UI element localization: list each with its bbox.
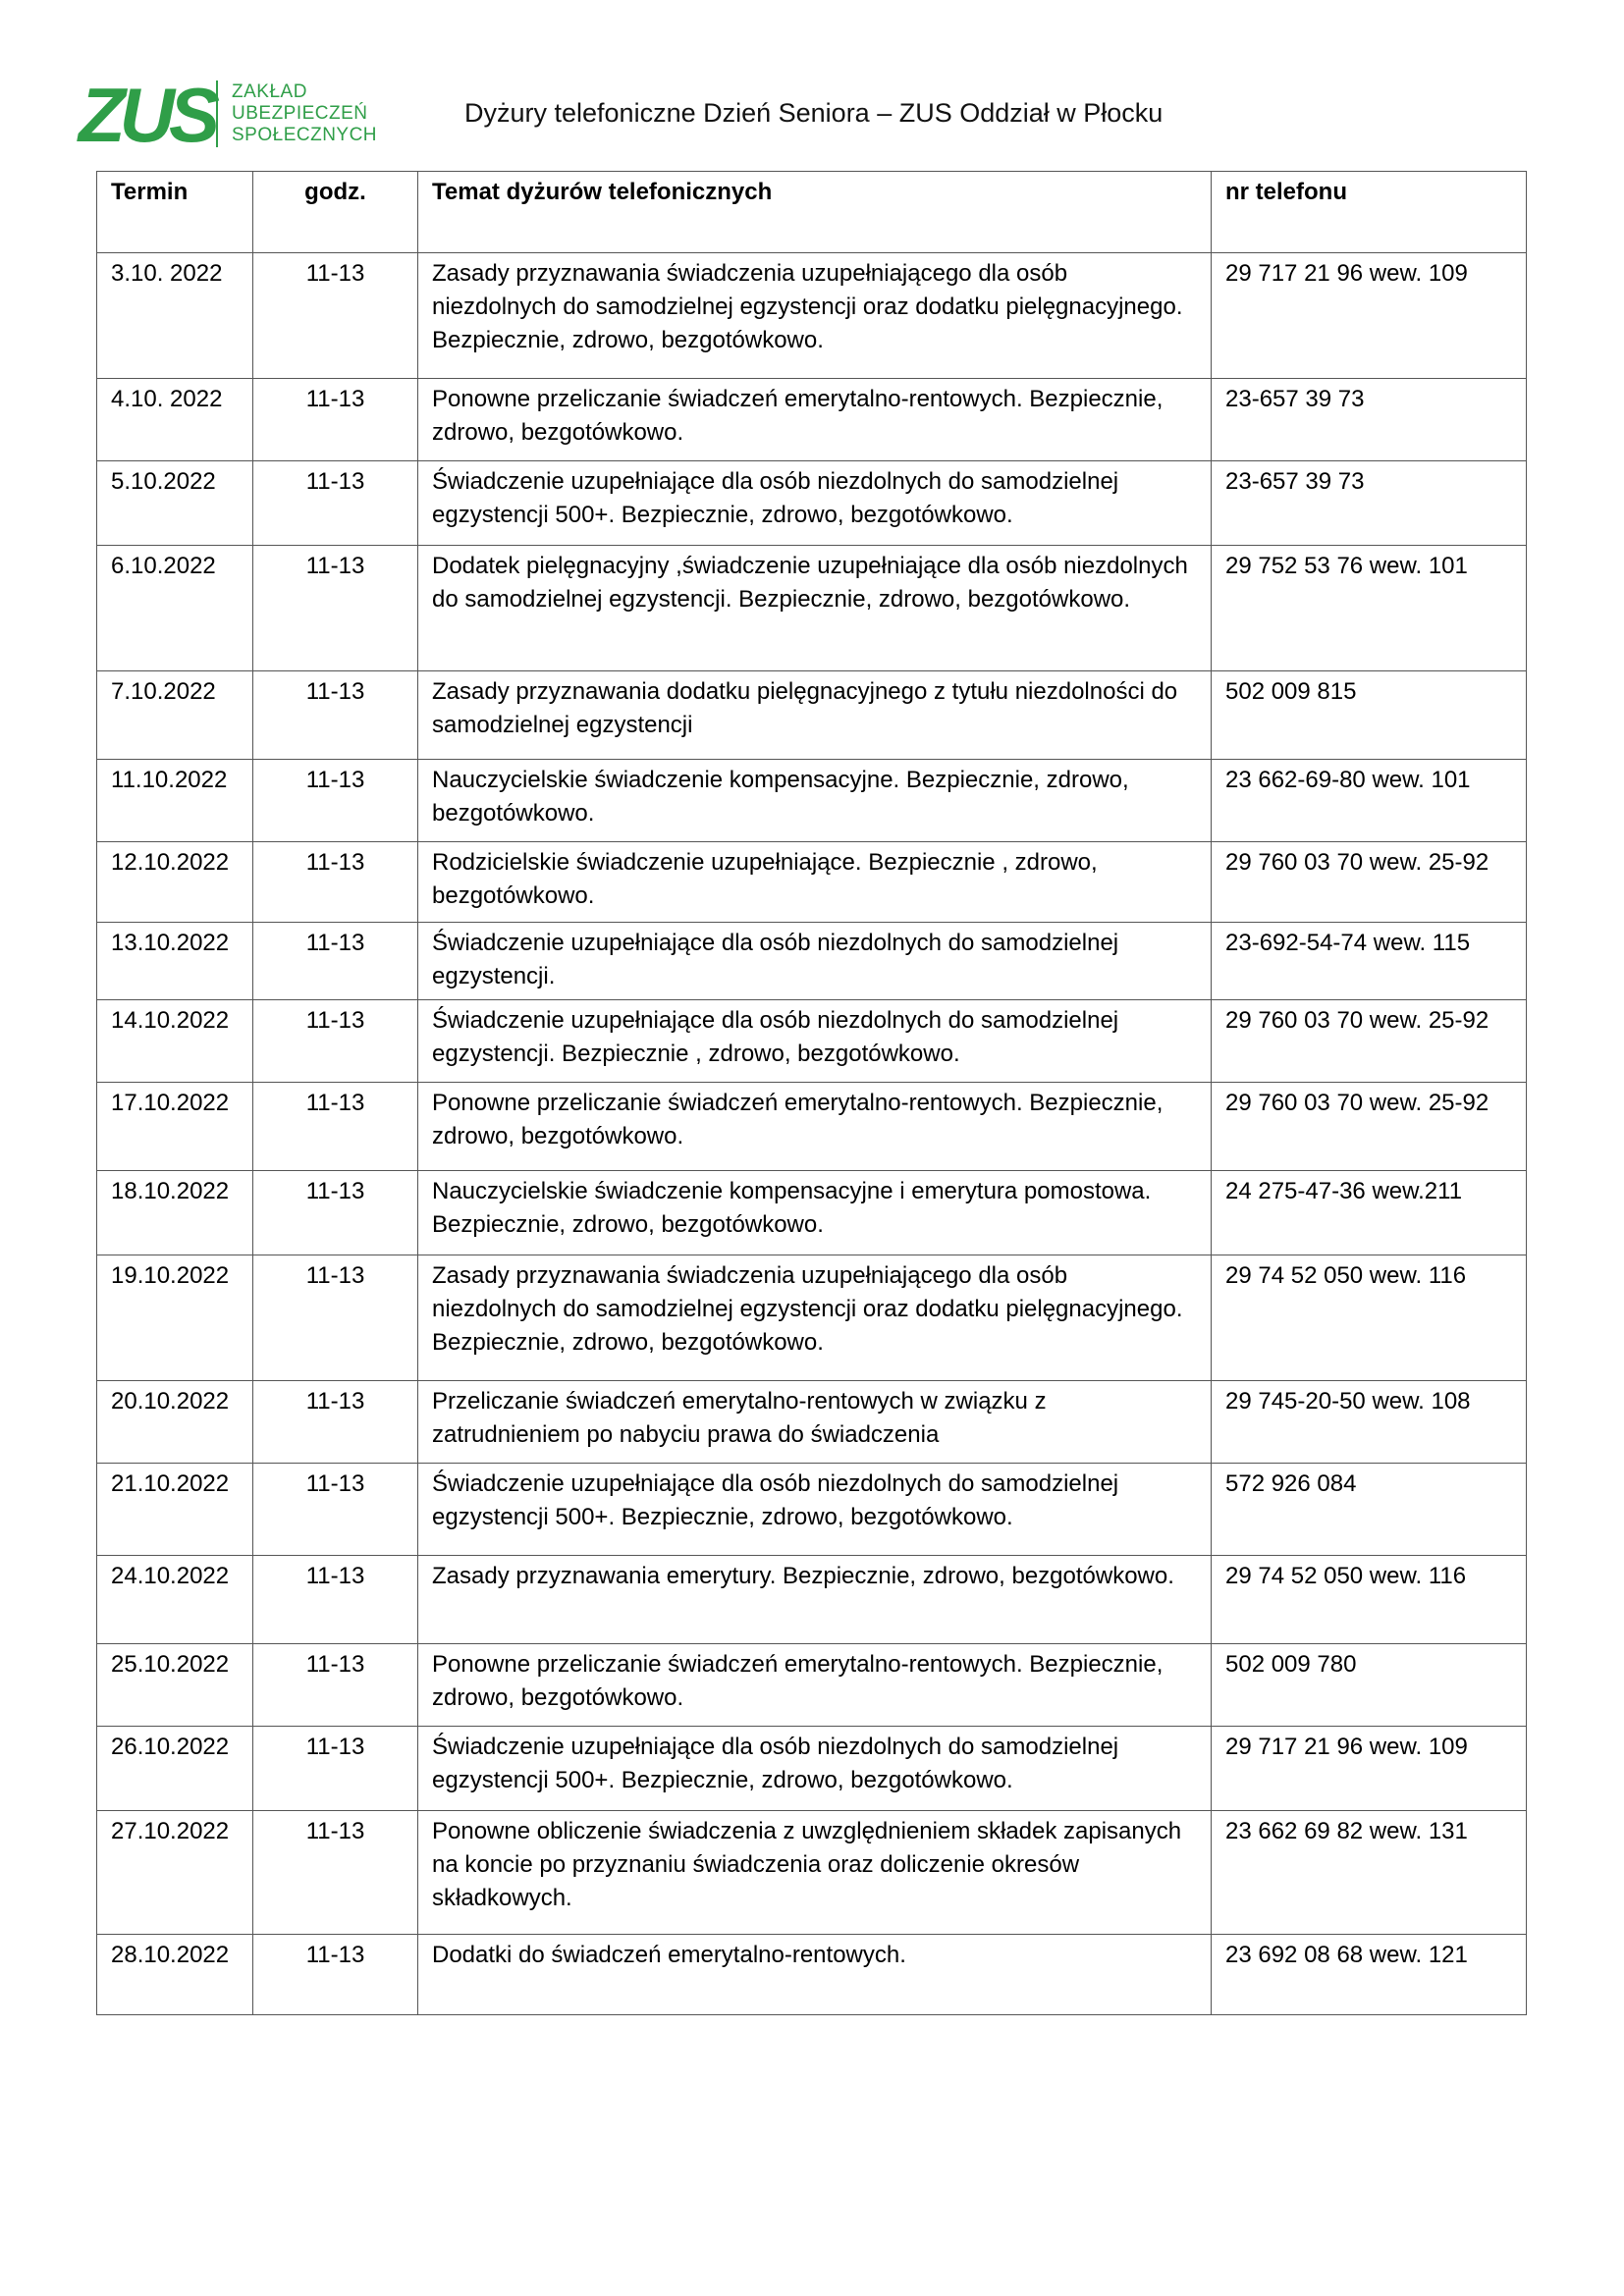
cell-phone: 23 662 69 82 wew. 131 [1212,1811,1527,1935]
cell-phone: 29 752 53 76 wew. 101 [1212,546,1527,671]
cell-phone: 23-692-54-74 wew. 115 [1212,923,1527,1000]
cell-date: 14.10.2022 [97,1000,253,1083]
cell-date: 24.10.2022 [97,1556,253,1644]
cell-hours: 11-13 [253,1556,418,1644]
cell-topic: Ponowne przeliczanie świadczeń emerytalno-rentowych. Bezpiecznie, zdrowo, bezgotówkowo. [418,1083,1212,1171]
table-row [97,760,1527,842]
table-row [97,1381,1527,1464]
table-row [97,923,1527,1000]
table-row [97,1171,1527,1255]
cell-phone: 502 009 780 [1212,1644,1527,1727]
table-row [97,1727,1527,1811]
header-hours: godz. [253,172,418,253]
cell-date: 17.10.2022 [97,1083,253,1171]
zus-logo-lettering: ZUS [79,72,214,158]
cell-date: 4.10. 2022 [97,379,253,461]
cell-hours: 11-13 [253,1811,418,1935]
table-row [97,1644,1527,1727]
table-row [97,546,1527,671]
logo-line-3: SPOŁECZNYCH [232,125,378,145]
cell-hours: 11-13 [253,1255,418,1381]
cell-hours: 11-13 [253,1381,418,1464]
cell-hours: 11-13 [253,923,418,1000]
cell-date: 13.10.2022 [97,923,253,1000]
table-row [97,671,1527,760]
table-row [97,842,1527,923]
cell-phone: 29 74 52 050 wew. 116 [1212,1255,1527,1381]
cell-date: 26.10.2022 [97,1727,253,1811]
cell-topic: Ponowne przeliczanie świadczeń emerytalno-rentowych. Bezpiecznie, zdrowo, bezgotówkowo. [418,379,1212,461]
logo-line-2: UBEZPIECZEŃ [232,103,368,124]
cell-hours: 11-13 [253,842,418,923]
cell-topic: Świadczenie uzupełniające dla osób niezdolnych do samodzielnej egzystencji. Bezpiecznie , zdrowo, bezgotówkowo. [418,1000,1212,1083]
table-row [97,1811,1527,1935]
cell-hours: 11-13 [253,253,418,379]
cell-topic: Rodzicielskie świadczenie uzupełniające. Bezpiecznie , zdrowo, bezgotówkowo. [418,842,1212,923]
cell-date: 5.10.2022 [97,461,253,546]
cell-phone: 23-657 39 73 [1212,461,1527,546]
logo-wordmark [232,81,377,146]
cell-phone: 23 662-69-80 wew. 101 [1212,760,1527,842]
cell-topic: Dodatki do świadczeń emerytalno-rentowych. [418,1935,1212,2015]
cell-topic: Ponowne obliczenie świadczenia z uwzględnieniem składek zapisanych na koncie po przyznaniu świadczenia oraz doliczenie okresów składkowych. [418,1811,1212,1935]
cell-phone: 29 760 03 70 wew. 25-92 [1212,842,1527,923]
cell-hours: 11-13 [253,671,418,760]
cell-phone: 29 760 03 70 wew. 25-92 [1212,1000,1527,1083]
cell-topic: Przeliczanie świadczeń emerytalno-rentowych w związku z zatrudnieniem po nabyciu prawa do świadczenia [418,1381,1212,1464]
cell-hours: 11-13 [253,1000,418,1083]
cell-date: 18.10.2022 [97,1171,253,1255]
cell-phone: 29 717 21 96 wew. 109 [1212,253,1527,379]
table-row [97,1255,1527,1381]
table-row [97,1083,1527,1171]
cell-hours: 11-13 [253,1464,418,1556]
table-row [97,1556,1527,1644]
cell-date: 20.10.2022 [97,1381,253,1464]
cell-hours: 11-13 [253,760,418,842]
table-row [97,379,1527,461]
cell-date: 25.10.2022 [97,1644,253,1727]
table-body [97,253,1527,2015]
cell-hours: 11-13 [253,379,418,461]
cell-hours: 11-13 [253,461,418,546]
table-row [97,461,1527,546]
table-row [97,1464,1527,1556]
zus-logo-mark [79,72,214,158]
cell-phone: 29 745-20-50 wew. 108 [1212,1381,1527,1464]
cell-topic: Zasady przyznawania emerytury. Bezpiecznie, zdrowo, bezgotówkowo. [418,1556,1212,1644]
cell-topic: Zasady przyznawania świadczenia uzupełniającego dla osób niezdolnych do samodzielnej egzystencji oraz dodatku pielęgnacyjnego. Bezpiecznie, zdrowo, bezgotówkowo. [418,253,1212,379]
cell-date: 28.10.2022 [97,1935,253,2015]
cell-date: 19.10.2022 [97,1255,253,1381]
cell-phone: 23 692 08 68 wew. 121 [1212,1935,1527,2015]
page-title: Dyżury telefoniczne Dzień Seniora – ZUS Oddział w Płocku [464,98,1164,128]
cell-date: 7.10.2022 [97,671,253,760]
cell-topic: Świadczenie uzupełniające dla osób niezdolnych do samodzielnej egzystencji. [418,923,1212,1000]
cell-date: 27.10.2022 [97,1811,253,1935]
cell-topic: Świadczenie uzupełniające dla osób niezdolnych do samodzielnej egzystencji 500+. Bezpiecznie, zdrowo, bezgotówkowo. [418,1727,1212,1811]
table-row [97,253,1527,379]
cell-phone: 23-657 39 73 [1212,379,1527,461]
cell-topic: Dodatek pielęgnacyjny ,świadczenie uzupełniające dla osób niezdolnych do samodzielnej egzystencji. Bezpiecznie, zdrowo, bezgotówkowo. [418,546,1212,671]
cell-topic: Ponowne przeliczanie świadczeń emerytalno-rentowych. Bezpiecznie, zdrowo, bezgotówkowo. [418,1644,1212,1727]
cell-topic: Zasady przyznawania świadczenia uzupełniającego dla osób niezdolnych do samodzielnej egzystencji oraz dodatku pielęgnacyjnego. Bezpiecznie, zdrowo, bezgotówkowo. [418,1255,1212,1381]
cell-topic: Świadczenie uzupełniające dla osób niezdolnych do samodzielnej egzystencji 500+. Bezpiecznie, zdrowo, bezgotówkowo. [418,461,1212,546]
cell-hours: 11-13 [253,1171,418,1255]
header-phone: nr telefonu [1212,172,1527,253]
cell-date: 11.10.2022 [97,760,253,842]
cell-phone: 572 926 084 [1212,1464,1527,1556]
table-row [97,1935,1527,2015]
cell-topic: Świadczenie uzupełniające dla osób niezdolnych do samodzielnej egzystencji 500+. Bezpiecznie, zdrowo, bezgotówkowo. [418,1464,1212,1556]
logo-divider [216,80,218,147]
cell-topic: Nauczycielskie świadczenie kompensacyjne i emerytura pomostowa. Bezpiecznie, zdrowo, bezgotówkowo. [418,1171,1212,1255]
header-topic: Temat dyżurów telefonicznych [418,172,1212,253]
schedule-table [96,171,1527,2015]
logo-line-1: ZAKŁAD [232,81,307,102]
cell-hours: 11-13 [253,546,418,671]
cell-date: 21.10.2022 [97,1464,253,1556]
cell-topic: Zasady przyznawania dodatku pielęgnacyjnego z tytułu niezdolności do samodzielnej egzystencji [418,671,1212,760]
cell-hours: 11-13 [253,1644,418,1727]
cell-date: 6.10.2022 [97,546,253,671]
table-header-row [97,172,1527,253]
cell-topic: Nauczycielskie świadczenie kompensacyjne. Bezpiecznie, zdrowo, bezgotówkowo. [418,760,1212,842]
header-date: Termin [97,172,253,253]
cell-date: 12.10.2022 [97,842,253,923]
cell-hours: 11-13 [253,1935,418,2015]
cell-phone: 29 760 03 70 wew. 25-92 [1212,1083,1527,1171]
cell-phone: 29 74 52 050 wew. 116 [1212,1556,1527,1644]
cell-phone: 29 717 21 96 wew. 109 [1212,1727,1527,1811]
zus-logo [79,72,378,158]
cell-phone: 24 275-47-36 wew.211 [1212,1171,1527,1255]
cell-phone: 502 009 815 [1212,671,1527,760]
cell-hours: 11-13 [253,1083,418,1171]
cell-hours: 11-13 [253,1727,418,1811]
cell-date: 3.10. 2022 [97,253,253,379]
table-row [97,1000,1527,1083]
